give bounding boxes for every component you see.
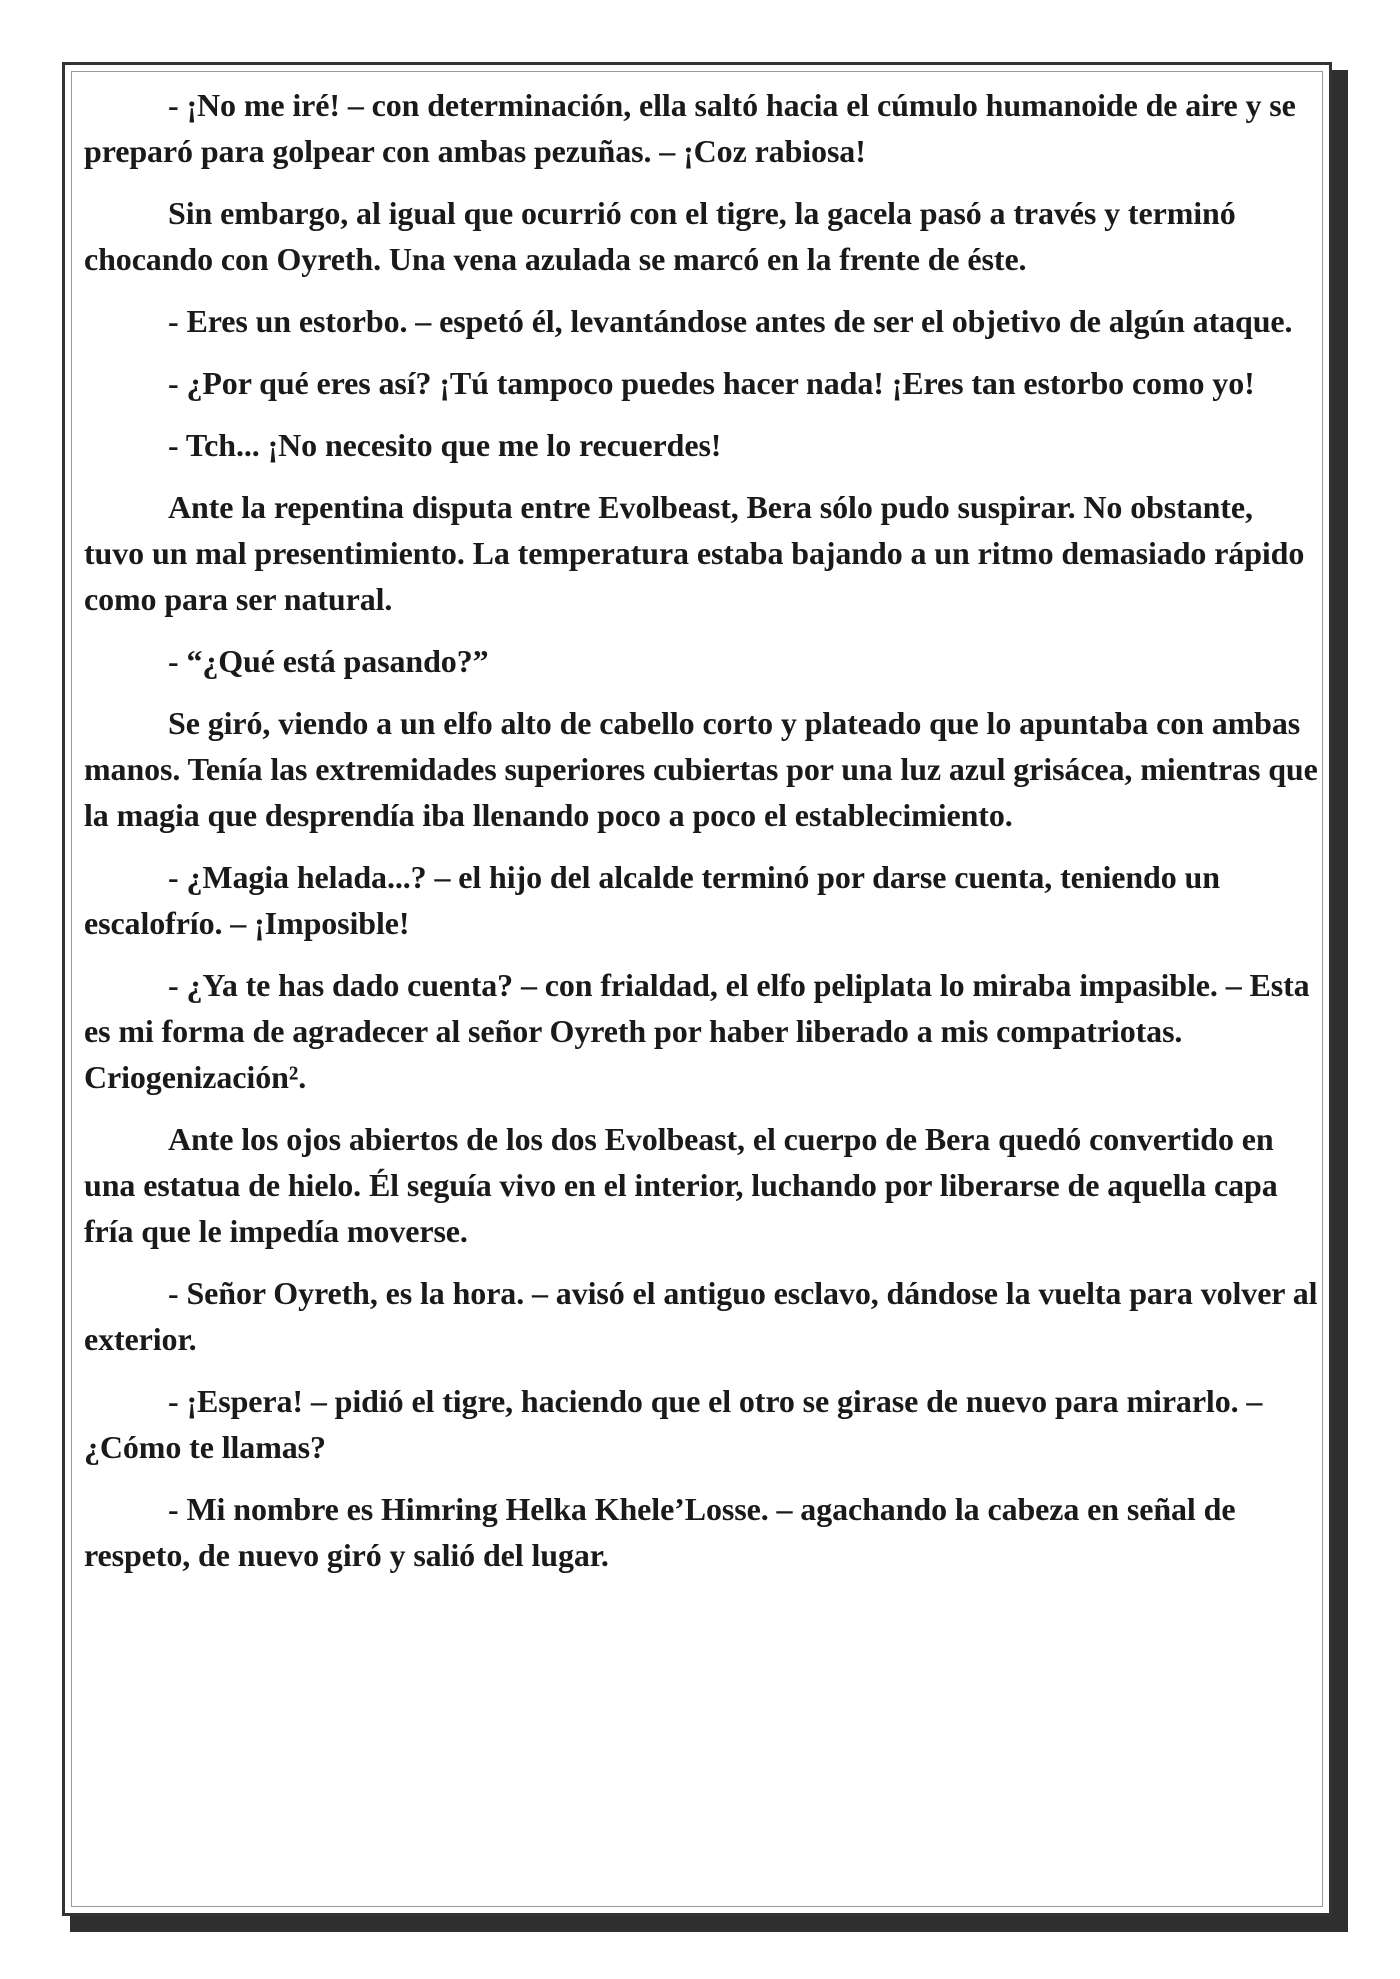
paragraph: - Tch... ¡No necesito que me lo recuerdes! (168, 427, 722, 463)
paragraph: - ¡No me iré! – con determinación, ella saltó hacia el cúmulo humanoide de aire y se preparó para golpear con ambas pezuñas. – ¡Coz rabiosa! (84, 87, 1296, 169)
paragraph: Ante los ojos abiertos de los dos Evolbeast, el cuerpo de Bera quedó convertido en una estatua de hielo. Él seguía vivo en el interior, luchando por liberarse de aquella capa fría que le impedía moverse. (84, 1121, 1278, 1249)
paragraph: - ¡Espera! – pidió el tigre, haciendo que el otro se girase de nuevo para mirarlo. – ¿Cómo te llamas? (84, 1383, 1263, 1465)
paragraph: - “¿Qué está pasando?” (168, 643, 489, 679)
paragraph: Ante la repentina disputa entre Evolbeast, Bera sólo pudo suspirar. No obstante, tuvo un mal presentimiento. La temperatura estaba bajando a un ritmo demasiado rápido como para ser natural. (84, 489, 1305, 617)
paragraph: Sin embargo, al igual que ocurrió con el tigre, la gacela pasó a través y terminó chocando con Oyreth. Una vena azulada se marcó en la frente de éste. (84, 195, 1236, 277)
page-body-text (84, 82, 1320, 1594)
paragraph: - Señor Oyreth, es la hora. – avisó el antiguo esclavo, dándose la vuelta para volver al exterior. (84, 1275, 1318, 1357)
paragraph: - Mi nombre es Himring Helka Khele’Losse. – agachando la cabeza en señal de respeto, de nuevo giró y salió del lugar. (84, 1491, 1236, 1573)
paragraph: - Eres un estorbo. – espetó él, levantándose antes de ser el objetivo de algún ataque. (168, 303, 1293, 339)
paragraph: - ¿Ya te has dado cuenta? – con frialdad, el elfo peliplata lo miraba impasible. – Esta es mi forma de agradecer al señor Oyreth por haber liberado a mis compatriotas. Criogenización². (84, 967, 1310, 1095)
paragraph: - ¿Magia helada...? – el hijo del alcalde terminó por darse cuenta, teniendo un escalofrío. – ¡Imposible! (84, 859, 1220, 941)
paragraph: - ¿Por qué eres así? ¡Tú tampoco puedes hacer nada! ¡Eres tan estorbo como yo! (168, 365, 1255, 401)
paragraph: Se giró, viendo a un elfo alto de cabello corto y plateado que lo apuntaba con ambas manos. Tenía las extremidades superiores cubiertas por una luz azul grisácea, mientras que la magia que desprendía iba llenando poco a poco el establecimiento. (84, 705, 1318, 833)
